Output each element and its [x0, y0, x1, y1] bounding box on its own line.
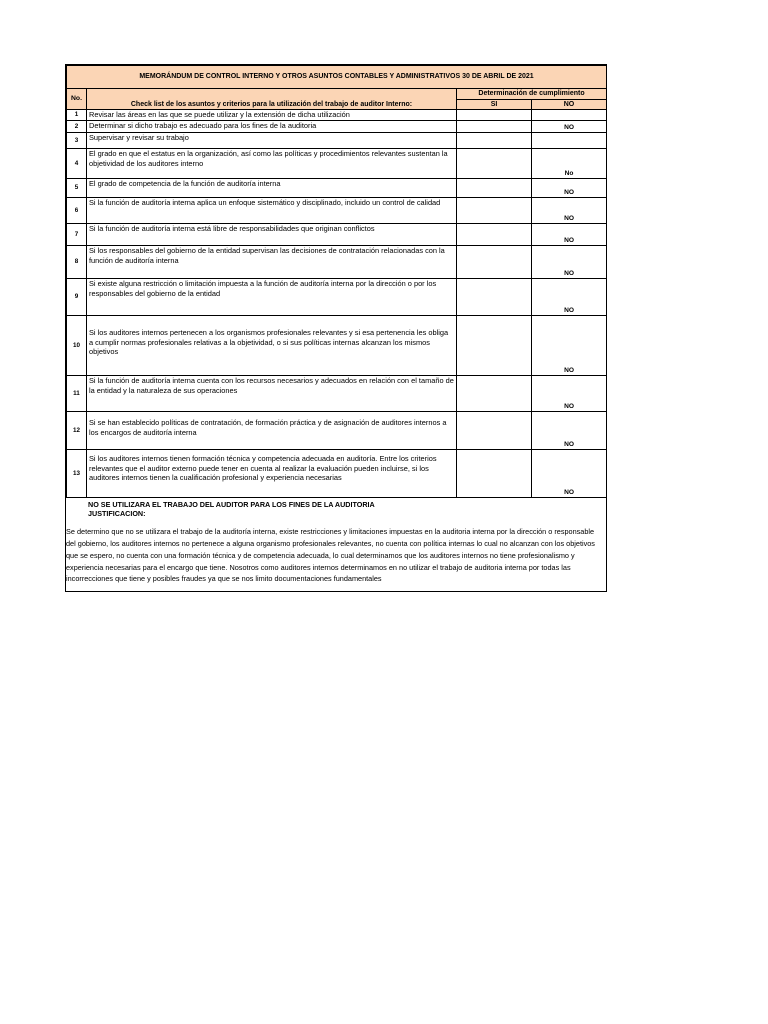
table-row: [67, 224, 607, 246]
row-number: 7: [67, 224, 87, 246]
row-number: 12: [67, 412, 87, 450]
row-number: 10: [67, 316, 87, 376]
si-cell: [457, 224, 532, 246]
no-column-header: No.: [67, 89, 87, 110]
row-number: 6: [67, 198, 87, 224]
si-cell: [457, 121, 532, 133]
table-row: [67, 149, 607, 179]
determination-header: Determinación de cumplimiento: [457, 89, 607, 100]
si-cell: [457, 316, 532, 376]
criterion-text: Supervisar y revisar su trabajo: [87, 133, 457, 149]
criterion-text: Si existe alguna restricción o limitación impuesta a la función de auditoría interna por la dirección o por los responsables del gobierno de la entidad: [87, 279, 457, 316]
memo-footer: [66, 498, 606, 591]
criterion-text: Si la función de auditoría interna está libre de responsabilidades que originan conflictos: [87, 224, 457, 246]
si-cell: [457, 149, 532, 179]
criterion-text: Revisar las áreas en las que se puede utilizar y la extensión de dicha utilización: [87, 110, 457, 121]
criterion-text: Si los auditores internos pertenecen a los organismos profesionales relevantes y si esa pertenencia les obliga a cumplir normas profesionales relativas a la objetividad, o si sus políticas internas alcanzan los mismos objetivos: [87, 316, 457, 376]
row-number: 13: [67, 450, 87, 498]
table-row: [67, 376, 607, 412]
row-number: 9: [67, 279, 87, 316]
no-cell: NO: [532, 246, 607, 279]
criterion-text: Si los auditores internos tienen formación técnica y competencia adecuada en auditoría. Entre los criterios relevantes que el auditor externo puede tener en cuenta al realizar la evaluación pueden incluirse, si los auditores internos tienen la cualificación profesional y experiencia necesarias: [87, 450, 457, 498]
criterion-text: El grado en que el estatus en la organización, así como las políticas y procedimientos relevantes sustentan la objetividad de los auditores interno: [87, 149, 457, 179]
table-row: [67, 246, 607, 279]
si-column-header: SI: [457, 99, 532, 110]
checklist-column-header: Check list de los asuntos y criterios para la utilización del trabajo de auditor Interno:: [87, 89, 457, 110]
no-cell: NO: [532, 179, 607, 198]
title-row: [67, 66, 607, 89]
si-cell: [457, 412, 532, 450]
criterion-text: Si la función de auditoría interna cuenta con los recursos necesarios y adecuados en relación con el tamaño de la entidad y la naturaleza de sus operaciones: [87, 376, 457, 412]
no-cell: NO: [532, 316, 607, 376]
conclusion-text: NO SE UTILIZARA EL TRABAJO DEL AUDITOR PARA LOS FINES DE LA AUDITORIA: [88, 500, 375, 510]
table-row: [67, 121, 607, 133]
si-cell: [457, 246, 532, 279]
header-row-1: [67, 89, 607, 100]
table-row: [67, 198, 607, 224]
si-cell: [457, 279, 532, 316]
justification-text: Se determino que no se utilizara el trabajo de la auditoría interna, existe restricciones y limitaciones impuestas en la auditoria interna por la dirección o responsable del gobierno, los auditores internos no pertenece a alguna organismo profesionales relevantes, no cuenta con política internas lo cual no alcanzan con los objetivos que se espero, no cuenta con una formación técnica y de competencia adecuada, lo cual determinamos que los auditores internos no tiene profesionalismo y experiencia necesarias para el encargo que tiene. Nosotros como auditores internos determinamos en no utilizar el trabajo de auditoria interna por todas las incorrecciones que tiene y posibles fraudes ya que se nos limito documentaciones fundamentales: [66, 527, 595, 584]
si-cell: [457, 110, 532, 121]
no-cell: NO: [532, 450, 607, 498]
no-cell: No: [532, 149, 607, 179]
criterion-text: Si los responsables del gobierno de la entidad supervisan las decisiones de contratación relacionadas con la función de auditoría interna: [87, 246, 457, 279]
row-number: 2: [67, 121, 87, 133]
row-number: 3: [67, 133, 87, 149]
criterion-text: El grado de competencia de la función de auditoría interna: [87, 179, 457, 198]
no-cell: [532, 110, 607, 121]
table-row: [67, 316, 607, 376]
si-cell: [457, 133, 532, 149]
table-row: [67, 133, 607, 149]
no-cell: NO: [532, 412, 607, 450]
si-cell: [457, 198, 532, 224]
row-number: 8: [67, 246, 87, 279]
criterion-text: Si se han establecido políticas de contratación, de formación práctica y de asignación de auditores internos a los encargos de auditoría interna: [87, 412, 457, 450]
no-cell: NO: [532, 198, 607, 224]
row-number: 11: [67, 376, 87, 412]
criterion-text: Determinar si dicho trabajo es adecuado para los fines de la auditoria: [87, 121, 457, 133]
no-cell: NO: [532, 224, 607, 246]
row-number: 4: [67, 149, 87, 179]
checklist-table: [66, 65, 607, 498]
justification-heading: JUSTIFICACION:: [88, 509, 146, 519]
no-cell: NO: [532, 376, 607, 412]
row-number: 5: [67, 179, 87, 198]
si-cell: [457, 179, 532, 198]
table-row: [67, 412, 607, 450]
no-cell: NO: [532, 279, 607, 316]
si-cell: [457, 376, 532, 412]
si-cell: [457, 450, 532, 498]
table-row: [67, 179, 607, 198]
row-number: 1: [67, 110, 87, 121]
table-row: [67, 110, 607, 121]
audit-memo-sheet: [65, 64, 607, 592]
table-row: [67, 450, 607, 498]
criterion-text: Si la función de auditoría interna aplica un enfoque sistemático y disciplinado, incluido un control de calidad: [87, 198, 457, 224]
table-row: [67, 279, 607, 316]
no-cell: NO: [532, 121, 607, 133]
memo-title: MEMORÁNDUM DE CONTROL INTERNO Y OTROS ASUNTOS CONTABLES Y ADMINISTRATIVOS 30 DE ABRIL DE 2021: [67, 66, 607, 89]
no-answer-column-header: NO: [532, 99, 607, 110]
no-cell: [532, 133, 607, 149]
